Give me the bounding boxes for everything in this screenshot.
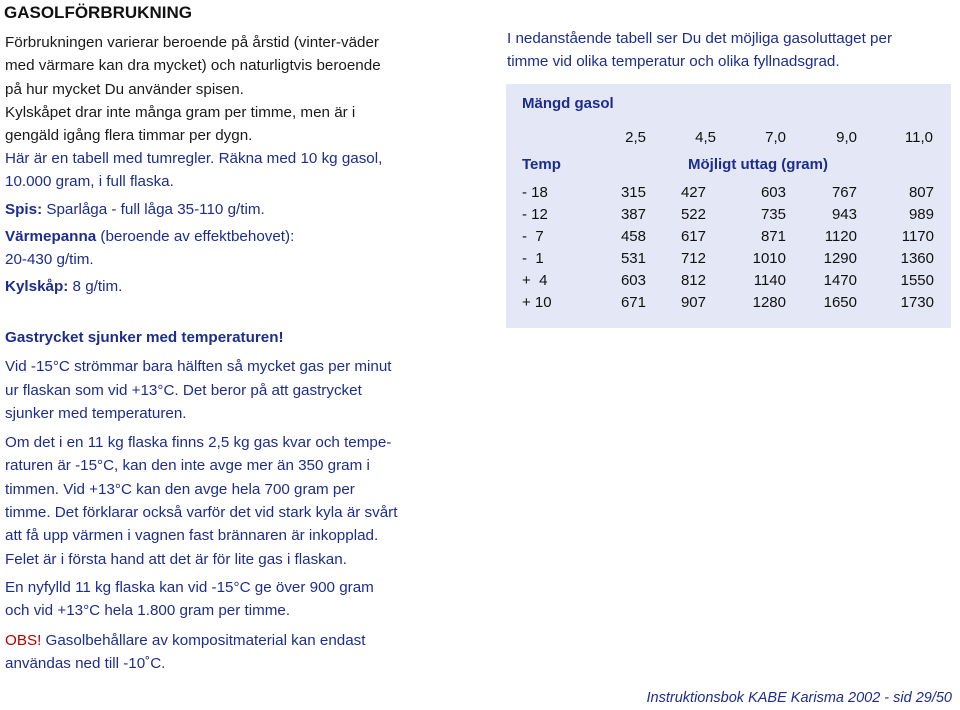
value-cell: 458	[620, 228, 646, 245]
value-cell: 712	[680, 250, 706, 267]
pressure-line: att få upp värmen i vagnen fast brännaren är inkopplad.	[5, 527, 379, 545]
kyl-label: Kylskåp:	[5, 278, 69, 296]
value-cell: 1120	[824, 228, 857, 245]
temp-cell: - 1	[522, 250, 544, 267]
pressure-section	[5, 326, 455, 675]
value-cell: 671	[620, 294, 646, 311]
pressure-line: raturen är -15°C, kan den inte avge mer än 350 gram i	[5, 457, 370, 475]
value-cell: 907	[680, 294, 706, 311]
varme-value: 20-430 g/tim.	[5, 251, 94, 269]
value-cell: 603	[620, 272, 646, 289]
amount-header: Mängd gasol	[522, 95, 614, 112]
pressure-paragraph-2	[5, 431, 455, 571]
pressure-line: timme. Det förklarar också varför det vid stark kyla är svårt	[5, 504, 398, 522]
value-cell: 989	[908, 206, 934, 223]
value-cell: 767	[831, 184, 857, 201]
obs-note	[5, 629, 455, 676]
uttag-header: Möjligt uttag (gram)	[688, 156, 828, 173]
value-cell: 812	[680, 272, 706, 289]
value-cell: 617	[680, 228, 706, 245]
pressure-line: En nyfylld 11 kg flaska kan vid -15°C ge över 900 gram	[5, 578, 374, 596]
value-cell: 603	[760, 184, 786, 201]
rules-line: 10.000 gram, i full flaska.	[5, 173, 174, 191]
pressure-line: ur flaskan som vid +13°C. Det beror på att gastrycket	[5, 381, 362, 399]
value-cell: 387	[620, 206, 646, 223]
value-cell: 531	[620, 250, 646, 267]
temp-cell: + 4	[522, 272, 548, 289]
spis-label: Spis:	[5, 200, 43, 218]
value-cell: 315	[620, 184, 646, 201]
table-intro	[507, 27, 952, 74]
rules-of-thumb	[5, 147, 455, 299]
pressure-line: och vid +13°C hela 1.800 gram per timme.	[5, 602, 291, 620]
obs-line	[5, 629, 455, 652]
intro-line: Kylskåpet drar inte många gram per timme, men är i	[5, 103, 356, 121]
value-cell: 1010	[752, 250, 786, 267]
table-intro-line: timme vid olika temperatur och olika fyllnadsgrad.	[507, 53, 840, 71]
amount-cell: 11,0	[904, 129, 933, 146]
value-cell: 1280	[752, 294, 786, 311]
table-intro-line: I nedanstående tabell ser Du det möjliga gasoluttaget per	[507, 30, 893, 47]
value-cell: 1360	[900, 250, 934, 267]
intro-paragraph	[5, 31, 455, 147]
page-footer: Instruktionsbok KABE Karisma 2002 - sid 29/50	[646, 690, 952, 706]
value-cell: 807	[908, 184, 934, 201]
rules-line: Här är en tabell med tumregler. Räkna med 10 kg gasol,	[5, 150, 383, 167]
value-cell: 427	[680, 184, 706, 201]
obs-label: OBS!	[5, 631, 42, 649]
amount-cell: 9,0	[836, 129, 857, 146]
amount-cell: 2,5	[625, 129, 646, 146]
spis-text: Sparlåga - full låga 35-110 g/tim.	[42, 200, 265, 218]
varme-text: (beroende av effektbehovet):	[96, 227, 295, 245]
temp-cell: - 12	[522, 206, 548, 223]
amount-cell: 4,5	[695, 129, 716, 146]
amount-cell: 7,0	[765, 129, 786, 146]
value-cell: 871	[760, 228, 786, 245]
pressure-line: Om det i en 11 kg flaska finns 2,5 kg gas kvar och tempe-	[5, 434, 392, 452]
value-cell: 1290	[823, 250, 857, 267]
value-cell: 1730	[900, 294, 934, 311]
value-cell: 1650	[823, 294, 857, 311]
obs-line: användas ned till -10˚C.	[5, 654, 166, 672]
spis-line	[5, 198, 455, 221]
intro-line: gengäld igång flera timmar per dygn.	[5, 127, 253, 145]
page-title: GASOLFÖRBRUKNING	[4, 3, 192, 22]
pressure-heading: Gastrycket sjunker med temperaturen!	[5, 329, 284, 346]
value-cell: 522	[680, 206, 706, 223]
kyl-line	[5, 275, 455, 298]
temp-cell: + 10	[522, 294, 552, 311]
obs-text: Gasolbehållare av kompositmaterial kan endast	[41, 631, 366, 649]
pressure-line: Felet är i första hand att det är för lite gas i flaskan.	[5, 550, 347, 568]
pressure-line: sjunker med temperaturen.	[5, 404, 187, 422]
intro-line: Förbrukningen varierar beroende på årstid (vinter-väder	[5, 34, 379, 51]
varme-label: Värmepanna	[5, 227, 97, 245]
value-cell: 1550	[900, 272, 934, 289]
temp-header: Temp	[522, 156, 561, 173]
temp-cell: - 7	[522, 228, 544, 245]
pressure-paragraph-1	[5, 355, 455, 425]
kyl-text: 8 g/tim.	[68, 278, 123, 296]
value-cell: 943	[831, 206, 857, 223]
intro-line: på hur mycket Du använder spisen.	[5, 80, 244, 98]
pressure-line: timmen. Vid +13°C kan den avge hela 700 gram per	[5, 480, 355, 498]
pressure-line: Vid -15°C strömmar bara hälften så mycket gas per minut	[5, 358, 392, 376]
pressure-paragraph-3	[5, 576, 455, 623]
value-cell: 1470	[823, 272, 857, 289]
intro-line: med värmare kan dra mycket) och naturligtvis beroende	[5, 57, 381, 75]
value-cell: 1170	[901, 228, 934, 245]
value-cell: 1140	[753, 272, 786, 289]
value-cell: 735	[760, 206, 786, 223]
varme-line	[5, 225, 455, 248]
temp-cell: - 18	[522, 184, 548, 201]
gas-table	[506, 84, 951, 328]
